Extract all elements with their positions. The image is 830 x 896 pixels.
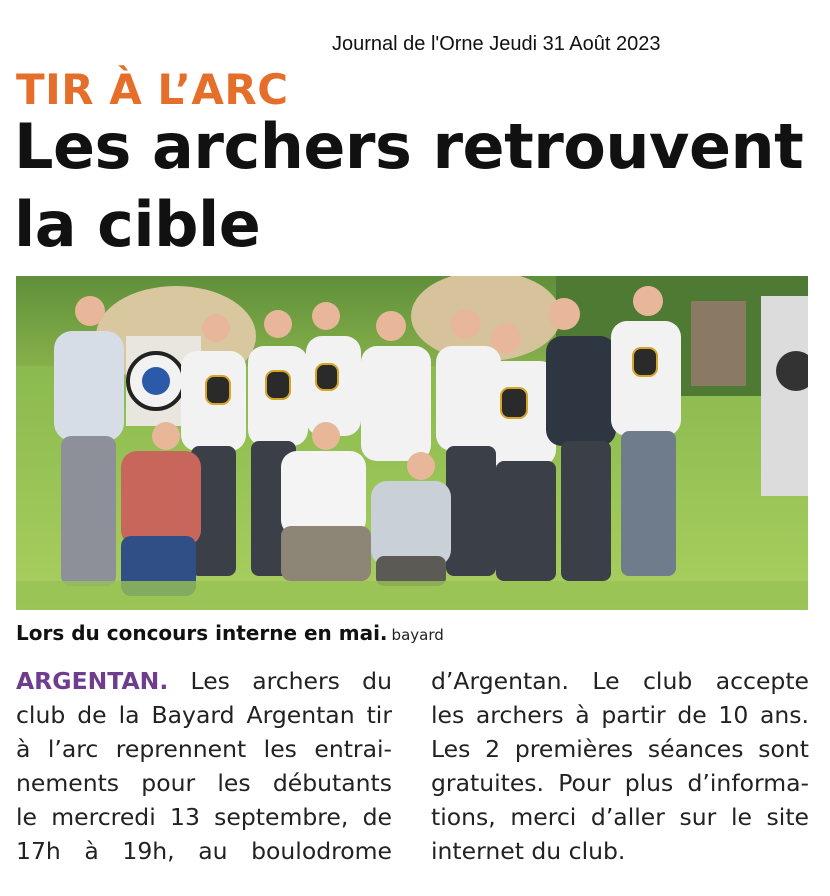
article-line: le mercredi 13 septembre, de <box>16 803 392 831</box>
article-line <box>16 664 392 698</box>
headline-line-2: la cible <box>14 188 261 261</box>
article-line: club de la Bayard Argentan tir <box>16 701 392 729</box>
article-line: à l’arc reprennent les entrai- <box>16 735 392 763</box>
article-line: tions, merci d’aller sur le site <box>431 803 809 831</box>
article-text: Les archers du <box>168 667 392 695</box>
article-line: d’Argentan. Le club accepte <box>431 667 809 695</box>
article-line: gratuites. Pour plus d’informa- <box>431 769 809 797</box>
section-kicker: TIR À L’ARC <box>16 65 289 114</box>
publication-dateline: Journal de l'Orne Jeudi 31 Août 2023 <box>332 33 661 55</box>
headline-line-1: Les archers retrouvent <box>14 110 804 183</box>
article-line: les archers à partir de 10 ans. <box>431 701 809 729</box>
article-line: 17h à 19h, au boulodrome <box>16 837 392 865</box>
photo-caption <box>16 621 444 645</box>
article-line: internet du club. <box>431 837 626 865</box>
article-column-right <box>431 664 809 868</box>
article-line: Les 2 premières séances sont <box>431 735 809 763</box>
article-line: nements pour les débutants <box>16 769 392 797</box>
article-column-left <box>16 664 392 868</box>
caption-text: Lors du concours interne en mai. <box>16 621 388 645</box>
group-photo-archers <box>16 276 808 610</box>
headline <box>14 108 814 264</box>
caption-credit: bayard <box>391 626 444 644</box>
article-place: ARGENTAN. <box>16 667 169 695</box>
